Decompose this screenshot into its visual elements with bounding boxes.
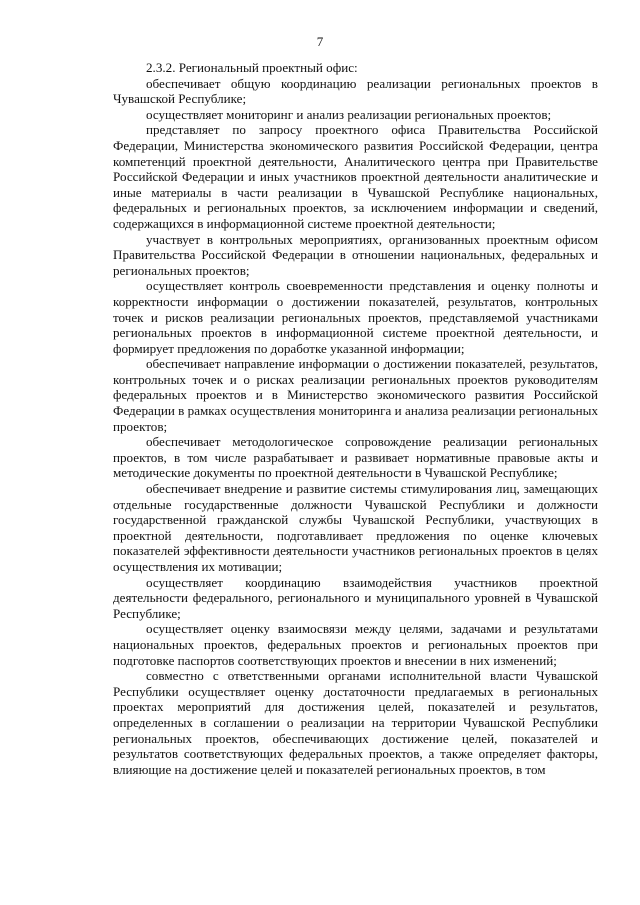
paragraph: обеспечивает внедрение и развитие системы стимулирования лиц, замещающих отдельные государственные должности Чувашской Республики и должности государственной гражданской службы Чувашской Республики, участвующих в проектной деятельности, подготавливает предложения по оценке ключевых показателей эффективности деятельности участников региональных проектов в целях осуществления их мотивации; xyxy=(113,481,598,574)
paragraph-heading: 2.3.2. Региональный проектный офис: xyxy=(146,60,358,75)
paragraph: участвует в контрольных мероприятиях, организованных проектным офисом Правительства Российской Федерации в отношении национальных, федеральных и региональных проектов; xyxy=(113,231,598,278)
paragraph: осуществляет оценку взаимосвязи между целями, задачами и результатами национальных проектов, федеральных проектов и региональных проектов при подготовке паспортов соответствующих проектов и внесении в них изменений; xyxy=(113,621,598,668)
paragraph: осуществляет контроль своевременности представления и оценку полноты и корректности информации о достижении показателей, результатов, контрольных точек и рисков реализации региональных проектов, представляемой участниками региональных проектов в информационной системе проектной деятельности, и формирует предложения по доработке указанной информации; xyxy=(113,278,598,356)
paragraph: совместно с ответственными органами исполнительной власти Чувашской Республики осуществляет оценку достаточности предлагаемых в региональных проектах мероприятий для достижения целей, показателей и результатов, определенных в соглашении о реализации на территории Чувашской Республики региональных проектов, обеспечивающих достижение целей, показателей и результатов соответствующих федеральных проектов, а также определяет факторы, влияющие на достижение целей и показателей региональных проектов, в том xyxy=(113,668,598,777)
paragraph: обеспечивает методологическое сопровождение реализации региональных проектов, в том числе разрабатывает и развивает нормативные правовые акты и методические документы по проектной деятельности в Чувашской Республике; xyxy=(113,434,598,481)
paragraph: осуществляет мониторинг и анализ реализации региональных проектов; xyxy=(146,106,552,122)
document-body xyxy=(113,60,598,777)
paragraph: обеспечивает направление информации о достижении показателей, результатов, контрольных точек и о рисках реализации региональных проектов руководителям федеральных проектов и в Министерство экономического развития Российской Федерации в рамках осуществления мониторинга и анализа реализации региональных проектов; xyxy=(113,356,598,434)
paragraph: обеспечивает общую координацию реализации региональных проектов в Чувашской Республике; xyxy=(113,75,598,107)
paragraph: осуществляет координацию взаимодействия участников проектной деятельности федерального, регионального и муниципального уровней в Чувашской Республике; xyxy=(113,574,598,621)
paragraph: представляет по запросу проектного офиса Правительства Российской Федерации, Министерства экономического развития Российской Федерации, центра компетенций проектной деятельности, Аналитического центра при Правительстве Российской Федерации и иных участников проектной деятельности аналитические и иные материалы в части реализации в Чувашской Республике национальных, федеральных и региональных проектов, за исключением информации и сведений, содержащихся в информационной системе проектной деятельности; xyxy=(113,122,598,231)
page-number: 7 xyxy=(316,34,324,49)
